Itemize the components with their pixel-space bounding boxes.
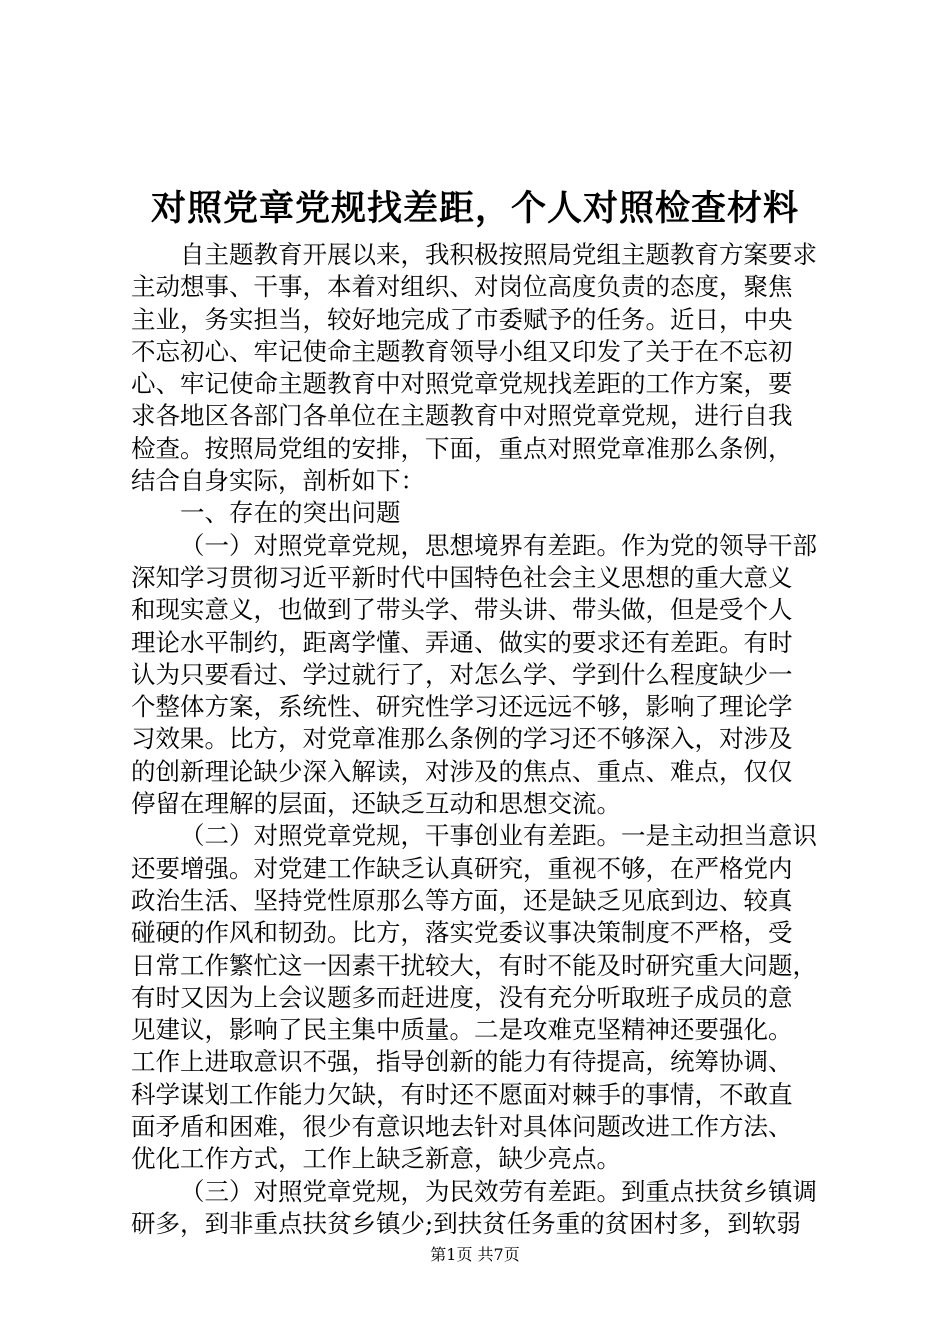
document-title: 对照党章党规找差距，个人对照检查材料	[150, 189, 799, 229]
paragraph-line: 有时又因为上会议题多而赶进度，没有充分听取班子成员的意	[131, 982, 793, 1012]
paragraph-line: 主业，务实担当，较好地完成了市委赋予的任务。近日，中央	[131, 304, 793, 334]
paragraph-line: 面矛盾和困难，很少有意识地去针对具体问题改进工作方法、	[131, 1112, 793, 1142]
paragraph-line: 和现实意义，也做到了带头学、带头讲、带头做，但是受个人	[131, 595, 793, 625]
paragraph-line: 检查。按照局党组的安排，下面，重点对照党章准那么条例，	[131, 433, 793, 463]
paragraph-line: 认为只要看过、学过就行了，对怎么学、学到什么程度缺少一	[131, 659, 793, 689]
paragraph-line: 科学谋划工作能力欠缺，有时还不愿面对棘手的事情，不敢直	[131, 1079, 793, 1109]
paragraph-line: 停留在理解的层面，还缺乏互动和思想交流。	[131, 789, 621, 819]
paragraph-line: 研多，到非重点扶贫乡镇少;到扶贫任务重的贫困村多，到软弱	[131, 1208, 801, 1238]
paragraph-line: 理论水平制约，距离学懂、弄通、做实的要求还有差距。有时	[131, 627, 793, 657]
paragraph-line: 求各地区各部门各单位在主题教育中对照党章党规，进行自我	[131, 401, 793, 431]
paragraph-line: （一）对照党章党规，思想境界有差距。作为党的领导干部	[180, 530, 817, 560]
paragraph-line: 自主题教育开展以来，我积极按照局党组主题教育方案要求	[180, 240, 817, 269]
paragraph-line: 碰硬的作风和韧劲。比方，落实党委议事决策制度不严格，受	[131, 918, 793, 948]
paragraph-line: 主动想事、干事，本着对组织、对岗位高度负责的态度，聚焦	[131, 272, 793, 302]
paragraph-line: 个整体方案，系统性、研究性学习还远远不够，影响了理论学	[131, 692, 793, 722]
paragraph-line: 日常工作繁忙这一因素干扰较大，有时不能及时研究重大问题，	[131, 950, 817, 980]
paragraph-line: （三）对照党章党规，为民效劳有差距。到重点扶贫乡镇调	[180, 1176, 817, 1206]
paragraph-line: 政治生活、坚持党性原那么等方面，还是缺乏见底到边、较真	[131, 885, 793, 915]
paragraph-line: 优化工作方式，工作上缺乏新意，缺少亮点。	[131, 1144, 621, 1174]
paragraph-line: 不忘初心、牢记使命主题教育领导小组又印发了关于在不忘初	[131, 336, 793, 366]
section-heading: 一、存在的突出问题	[180, 498, 401, 528]
paragraph-line: 的创新理论缺少深入解读，对涉及的焦点、重点、难点，仅仅	[131, 756, 793, 786]
paragraph-line: （二）对照党章党规，干事创业有差距。一是主动担当意识	[180, 821, 817, 851]
document-body	[131, 239, 827, 1240]
paragraph-line: 工作上进取意识不强，指导创新的能力有待提高，统筹协调、	[131, 1047, 793, 1077]
paragraph-line: 习效果。比方，对党章准那么条例的学习还不够深入，对涉及	[131, 724, 793, 754]
page-number-footer: 第1页 共7页	[430, 1245, 520, 1264]
paragraph-line: 心、牢记使命主题教育中对照党章党规找差距的工作方案，要	[131, 369, 793, 399]
paragraph-line: 结合自身实际，剖析如下：	[131, 466, 425, 496]
paragraph-line: 见建议，影响了民主集中质量。二是攻难克坚精神还要强化。	[131, 1015, 793, 1045]
paragraph-line: 还要增强。对党建工作缺乏认真研究，重视不够，在严格党内	[131, 853, 793, 883]
paragraph-line: 深知学习贯彻习近平新时代中国特色社会主义思想的重大意义	[131, 562, 793, 592]
